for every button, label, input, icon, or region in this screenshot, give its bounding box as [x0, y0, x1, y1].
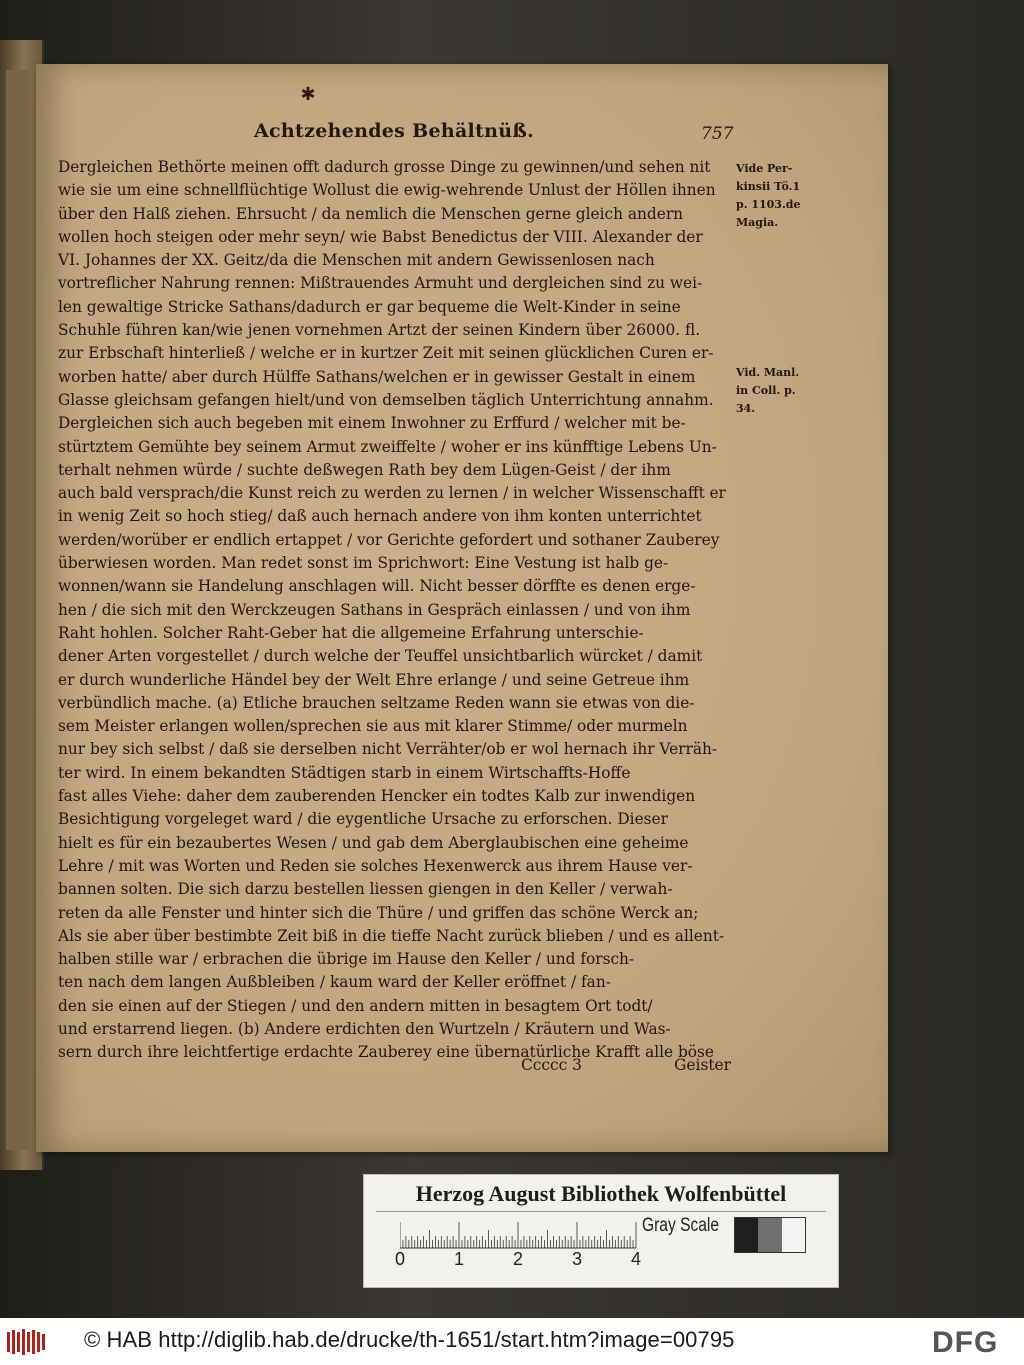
- margin-note-line: Vide Per-: [736, 162, 793, 175]
- text-line: über den Halß ziehen. Ehrsucht / da nemlich die Menschen gerne gleich andern: [58, 204, 684, 223]
- margin-note-line: Magia.: [736, 216, 779, 229]
- page-number: 757: [701, 124, 734, 144]
- text-line: bannen solten. Die sich darzu bestellen liessen giengen in den Keller / verwah-: [58, 880, 673, 899]
- ruler-number: 4: [630, 1249, 641, 1269]
- text-line: wonnen/wann sie Handelung anschlagen will. Nicht besser dörffte es denen erge-: [58, 577, 696, 596]
- text-line: werden/worüber er endlich ertappet / vor Gerichte gefordert und sothaner Zauberey: [58, 530, 720, 549]
- text-line: und erstarrend liegen. (b) Andere erdichten den Wurtzeln / Kräutern und Was-: [58, 1019, 671, 1038]
- ruler-numbers: [392, 1249, 652, 1273]
- text-line: fast alles Viehe: daher dem zauberenden Hencker ein todtes Kalb zur inwendigen: [58, 787, 696, 806]
- text-line: terhalt nehmen würde / suchte deßwegen Rath bey dem Lügen-Geist / der ihm: [58, 460, 671, 479]
- signature-mark: Ccccc 3: [521, 1056, 582, 1074]
- book-page: [36, 64, 888, 1152]
- text-line: worben hatte/ aber durch Hülffe Sathans/welchen er in gewisser Gestalt in einem: [58, 367, 696, 386]
- permalink-text[interactable]: © HAB http://diglib.hab.de/drucke/th-1651/start.htm?image=00795: [84, 1327, 735, 1352]
- text-line: Als sie aber über bestimbte Zeit biß in die tieffe Nacht zurück blieben / und es allent-: [58, 926, 725, 945]
- label-divider: [376, 1211, 826, 1212]
- gray-swatch-light: [782, 1218, 805, 1252]
- running-head: Achtzehendes Behältnüß.: [254, 120, 535, 142]
- margin-note-line: Vid. Manl.: [736, 366, 800, 379]
- ruler-number: 2: [512, 1249, 523, 1269]
- gray-scale-swatch: [734, 1217, 806, 1253]
- text-line: VI. Johannes der XX. Geitz/da die Menschen mit andern Gewissenlosen nach: [58, 251, 655, 270]
- text-line: reten da alle Fenster und hinter sich die Thüre / und griffen das schöne Werck an;: [58, 903, 699, 922]
- text-line: Lehre / mit was Worten und Reden sie solches Hexenwerck aus ihrem Hause ver-: [58, 856, 693, 875]
- ruler-scale: [400, 1219, 640, 1249]
- text-line: auch bald versprach/die Kunst reich zu werden zu lernen / in welcher Wissenschafft er: [58, 484, 726, 503]
- gray-swatch-dark: [735, 1218, 758, 1252]
- text-line: Raht hohlen. Solcher Raht-Geber hat die allgemeine Erfahrung unterschie-: [58, 623, 644, 642]
- text-line: er durch wunderliche Händel bey der Welt Ehre erlange / und seine Getreue ihm: [58, 670, 690, 689]
- text-line: Schuhle führen kan/wie jenen vornehmen Artzt der seinen Kindern über 26000. fl.: [58, 321, 701, 340]
- margin-note: [736, 364, 826, 418]
- margin-note-line: 34.: [736, 402, 756, 415]
- text-line: verbündlich mache. (a) Etliche brauchen seltzame Reden wann sie etwas von die-: [58, 693, 695, 712]
- body-text: [58, 156, 728, 1065]
- ruler-number: 3: [571, 1249, 582, 1269]
- gray-swatch-mid: [758, 1218, 781, 1252]
- text-line: zur Erbschaft hinterließ / welche er in kurtzer Zeit mit seinen glücklichen Curen er-: [58, 344, 714, 363]
- text-line: ten nach dem langen Außbleiben / kaum ward der Keller eröffnet / fan-: [58, 973, 611, 992]
- text-line: ter wird. In einem bekandten Städtigen starb in einem Wirtschaffts-Hoffe: [58, 763, 631, 782]
- gray-scale-label: Gray Scale: [642, 1215, 720, 1236]
- text-line: wollen hoch steigen oder mehr seyn/ wie Babst Benedictus der VIII. Alexander der: [58, 227, 703, 246]
- library-label: [363, 1174, 839, 1288]
- margin-note-line: kinsii Tö.1: [736, 180, 801, 193]
- text-line: wie sie um eine schnellflüchtige Wollust die ewig-wehrende Unlust der Höllen ihnen: [58, 181, 716, 200]
- text-line: nur bey sich selbst / daß sie derselben nicht Verrähter/ob er wol hernach ihr Verräh-: [58, 740, 718, 759]
- text-line: Dergleichen Bethörte meinen offt dadurch grosse Dinge zu gewinnen/und sehen nit: [58, 158, 711, 176]
- text-line: vortreflicher Nahrung rennen: Mißtrauendes Armuht und dergleichen sind zu wei-: [58, 274, 703, 293]
- margin-note-line: in Coll. p.: [736, 384, 796, 397]
- text-line: halben stille war / erbrachen die übrige im Hause den Keller / und forsch-: [58, 950, 635, 969]
- text-line: sem Meister erlangen wollen/sprechen sie aus mit klarer Stimme/ oder murmeln: [58, 717, 688, 736]
- text-line: sern durch ihre leichtfertige erdachte Zauberey eine übernatürliche Krafft alle böse: [58, 1043, 715, 1062]
- hab-logo-icon: [6, 1328, 46, 1356]
- footer-bar: [0, 1318, 1024, 1365]
- text-line: hielt es für ein bezaubertes Wesen / und gab dem Aberglaubischen eine geheime: [58, 833, 689, 852]
- ruler-number: 0: [394, 1249, 405, 1269]
- ruler-number: 1: [453, 1249, 464, 1269]
- text-line: den sie einen auf der Stiegen / und den andern mitten in besagtem Ort todt/: [58, 996, 653, 1015]
- text-line: Glasse gleichsam gefangen hielt/und von demselben täglich Unterrichtung annahm.: [58, 390, 714, 409]
- text-line: überwiesen worden. Man redet sonst im Sprichwort: Eine Vestung ist halb ge-: [58, 554, 669, 573]
- text-line: hen / die sich mit den Werckzeugen Sathans in Gespräch einlassen / und von ihm: [58, 600, 691, 619]
- margin-note-line: p. 1103.de: [736, 198, 801, 211]
- text-line: Dergleichen sich auch begeben mit einem Inwohner zu Erffurd / welcher mit be-: [58, 414, 686, 433]
- page-ornament: ✱: [300, 84, 316, 105]
- margin-note: [736, 160, 826, 232]
- binding-board: [6, 70, 30, 1150]
- text-line: Besichtigung vorgeleget ward / die eygentliche Ursache zu erforschen. Dieser: [58, 810, 668, 829]
- text-line: in wenig Zeit so hoch stieg/ daß auch hernach andere von ihm konten unterrichtet: [58, 507, 702, 526]
- text-line: dener Arten vorgestellet / durch welche der Teuffel unsichtbarlich würcket / damit: [58, 647, 703, 666]
- text-line: stürtztem Gemühte bey seinem Armut zweiffelte / woher er ins künfftige Lebens Un-: [58, 437, 717, 456]
- library-name: Herzog August Bibliothek Wolfenbüttel: [415, 1181, 787, 1206]
- text-line: len gewaltige Stricke Sathans/dadurch er gar bequeme die Welt-Kinder in seine: [58, 297, 681, 316]
- catchword: Geister: [674, 1056, 731, 1074]
- margin-notes: [736, 160, 826, 418]
- dfg-logo: DFG: [932, 1326, 999, 1359]
